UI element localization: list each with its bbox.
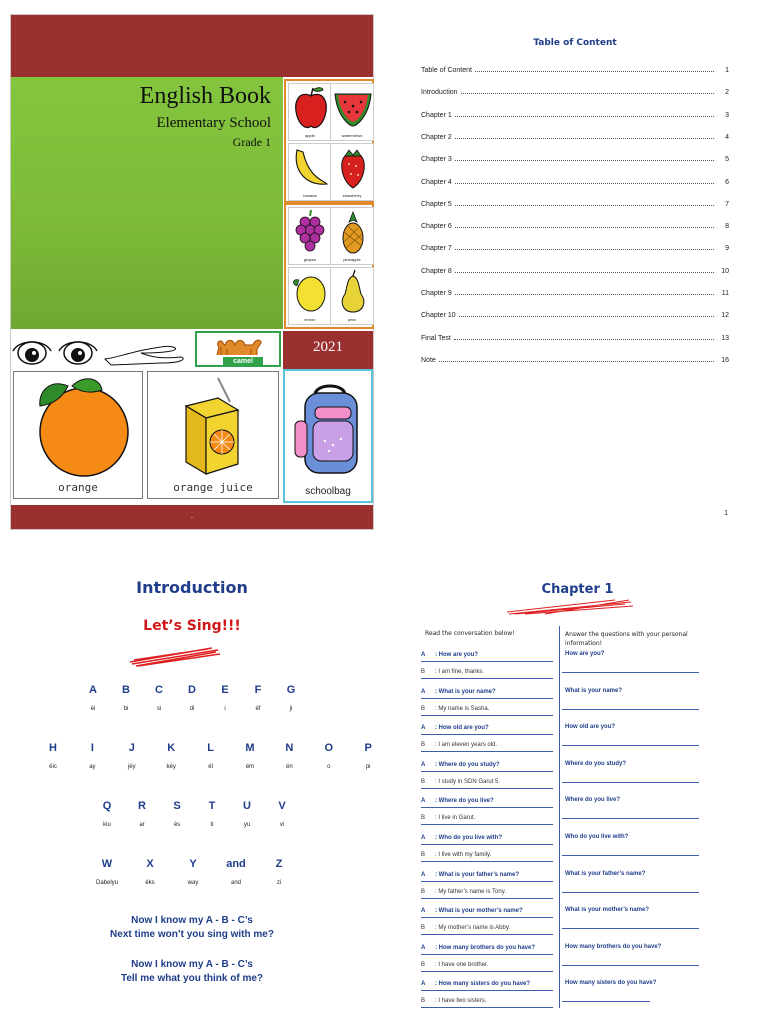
row-divider bbox=[421, 715, 553, 716]
toc-dot-leader bbox=[455, 205, 714, 206]
colon: : bbox=[435, 761, 437, 768]
alphabet-pronunciation: kiu bbox=[103, 822, 111, 828]
row-divider bbox=[421, 751, 553, 752]
answer-text: I study in SDN Garut 5. bbox=[438, 778, 501, 785]
answer-text: I have one brother. bbox=[438, 961, 489, 968]
apple-icon bbox=[289, 84, 333, 134]
row-divider bbox=[421, 917, 553, 918]
alphabet-pronunciation: ti bbox=[210, 822, 214, 828]
colon: : bbox=[435, 981, 437, 988]
toc-entry-name: Table of Content bbox=[421, 67, 472, 74]
right-instruction: Answer the questions with your personal information! bbox=[565, 631, 688, 647]
row-divider bbox=[421, 678, 553, 679]
alphabet-pronunciation: jéy bbox=[127, 764, 136, 770]
toc-dot-leader bbox=[455, 160, 714, 161]
dialog-line-a bbox=[421, 945, 535, 951]
alphabet-pronunciation: yu bbox=[243, 822, 251, 828]
schoolbag-card bbox=[283, 369, 373, 503]
colon: : bbox=[435, 742, 437, 749]
dialog-line-a bbox=[421, 872, 519, 878]
answer-text: My mother’s name is Abby. bbox=[438, 925, 511, 932]
question-text: How old are you? bbox=[438, 725, 489, 732]
speaker-a: A bbox=[421, 798, 426, 805]
answer-field[interactable] bbox=[562, 818, 699, 819]
card-caption: orange bbox=[58, 481, 98, 494]
row-divider bbox=[421, 698, 553, 699]
alphabet-letter: N bbox=[285, 742, 294, 754]
personal-question: How are you? bbox=[565, 651, 605, 657]
toc-row bbox=[421, 86, 729, 96]
toc-row bbox=[421, 220, 729, 230]
row-divider bbox=[421, 771, 553, 772]
speaker-a: A bbox=[421, 688, 426, 695]
toc-dot-leader bbox=[475, 71, 714, 72]
answer-text: My father’s name is Tony. bbox=[438, 888, 506, 895]
answer-text: My name is Sasha. bbox=[438, 705, 490, 712]
dialog-line-a bbox=[421, 835, 502, 841]
toc-row bbox=[421, 153, 729, 163]
page-number: 1 bbox=[724, 510, 728, 517]
alphabet-pronunciation: pi bbox=[365, 764, 371, 770]
row-divider bbox=[421, 971, 553, 972]
alphabet-pronunciation: and bbox=[230, 880, 241, 886]
dialog-line-b bbox=[421, 925, 510, 931]
eyes-hand-strip bbox=[11, 331, 193, 369]
speaker-b: B bbox=[421, 998, 426, 1005]
toc-entry-name: Introduction bbox=[421, 89, 458, 97]
toc-row bbox=[421, 109, 729, 119]
alphabet-letter: H bbox=[49, 742, 57, 754]
card-caption: orange juice bbox=[173, 481, 253, 494]
row-divider bbox=[421, 1007, 553, 1008]
eyes-icon bbox=[11, 331, 193, 369]
alphabet-pronunciation: di bbox=[189, 706, 195, 712]
orange-icon bbox=[28, 374, 138, 478]
dialog-line-b bbox=[421, 852, 491, 858]
alphabet-letter: R bbox=[138, 800, 146, 812]
toc-entry-page: 7 bbox=[725, 200, 729, 208]
alphabet-pronunciation: Dabelyu bbox=[95, 880, 118, 886]
toc-row bbox=[421, 131, 729, 141]
dialog-line-a bbox=[421, 652, 478, 658]
camel-area bbox=[193, 331, 283, 369]
personal-question: Where do you study? bbox=[565, 760, 627, 767]
fruit-label: apple bbox=[305, 133, 315, 138]
cover-year: 2021 bbox=[313, 339, 343, 355]
alphabet-letter: and bbox=[226, 858, 246, 870]
cover-title: English Book bbox=[139, 83, 271, 109]
speaker-a: A bbox=[421, 908, 426, 915]
row-divider bbox=[421, 824, 553, 825]
colon: : bbox=[435, 944, 437, 951]
alphabet-pronunciation: én bbox=[286, 764, 293, 770]
strawberry-picture bbox=[330, 143, 374, 201]
alphabet-letter: V bbox=[278, 800, 286, 812]
apple-picture bbox=[288, 83, 332, 141]
answer-field[interactable] bbox=[562, 965, 699, 966]
alphabet-letter: A bbox=[89, 684, 97, 696]
speaker-b: B bbox=[421, 669, 426, 675]
toc-row bbox=[421, 176, 729, 186]
alphabet-letter: O bbox=[324, 742, 334, 754]
alphabet-pronunciation: ji bbox=[289, 706, 293, 712]
question-text: How are you? bbox=[438, 652, 479, 658]
personal-question: How many brothers do you have? bbox=[565, 943, 662, 950]
speaker-a: A bbox=[421, 652, 426, 658]
speaker-a: A bbox=[421, 981, 426, 988]
toc-entry-page: 4 bbox=[725, 133, 729, 141]
lemon-picture bbox=[288, 267, 332, 325]
dialog-line-a bbox=[421, 762, 500, 768]
row-divider bbox=[421, 807, 553, 808]
lemon-icon bbox=[289, 268, 333, 318]
alphabet-letter: T bbox=[208, 800, 216, 812]
alphabet-letter: C bbox=[155, 684, 163, 696]
fruit-label: banana bbox=[303, 193, 317, 198]
chapter-1-page bbox=[395, 556, 760, 1024]
toc-entry-page: 11 bbox=[721, 290, 729, 297]
banana-icon bbox=[289, 144, 333, 194]
toc-entry-page: 6 bbox=[725, 178, 729, 186]
speaker-a: A bbox=[421, 725, 426, 732]
answer-field[interactable] bbox=[562, 928, 699, 929]
watermelon-picture bbox=[330, 83, 374, 141]
toc-title: Table of Content bbox=[533, 38, 617, 48]
fruit-label: lemon bbox=[304, 317, 316, 322]
orange-juice-icon bbox=[178, 376, 252, 480]
toc-entry-page: 16 bbox=[721, 356, 729, 364]
toc-dot-leader bbox=[455, 294, 714, 295]
alphabet-pronunciation: éf bbox=[255, 706, 261, 712]
alphabet-pronunciation: él bbox=[208, 764, 213, 770]
row-divider bbox=[421, 844, 553, 845]
toc-entry-page: 13 bbox=[721, 334, 729, 342]
alphabet-pronunciation: ém bbox=[245, 764, 255, 770]
colon: : bbox=[435, 888, 437, 895]
toc-entry-page: 2 bbox=[725, 89, 729, 97]
fruit-label: pear bbox=[347, 317, 356, 322]
orange-juice-card bbox=[147, 371, 279, 499]
row-divider bbox=[421, 881, 553, 882]
cover-top-band bbox=[11, 15, 373, 77]
toc-row bbox=[421, 64, 729, 74]
toc-entry-name: Chapter 9 bbox=[421, 290, 452, 297]
toc-entry-page: 5 bbox=[725, 156, 729, 164]
colon: : bbox=[435, 798, 437, 805]
toc-entry-name: Note bbox=[421, 356, 436, 364]
toc-entry-name: Chapter 7 bbox=[421, 245, 452, 253]
toc-row bbox=[421, 332, 729, 342]
chapter-title: Chapter 1 bbox=[541, 582, 614, 597]
dialog-line-a bbox=[421, 908, 523, 914]
toc-dot-leader bbox=[454, 339, 714, 340]
alphabet-letter: L bbox=[207, 742, 214, 754]
speaker-b: B bbox=[421, 815, 426, 822]
personal-question: What is your father’s name? bbox=[565, 870, 646, 877]
fruit-tile-bottom bbox=[284, 203, 374, 329]
alphabet-letter: W bbox=[101, 858, 113, 870]
toc-dot-leader bbox=[455, 227, 714, 228]
question-text: Where do you live? bbox=[438, 798, 494, 805]
speaker-b: B bbox=[421, 852, 426, 858]
dialog-line-b bbox=[421, 779, 500, 785]
toc-entry-name: Chapter 10 bbox=[421, 312, 456, 320]
dialog-line-a bbox=[421, 725, 489, 731]
toc-dot-leader bbox=[459, 316, 714, 317]
introduction-page bbox=[10, 556, 374, 1024]
cover-page bbox=[10, 14, 374, 530]
personal-question: How many sisters do you have? bbox=[565, 980, 657, 987]
dialog-line-b bbox=[421, 889, 506, 895]
row-divider bbox=[421, 934, 553, 935]
toc-dot-leader bbox=[455, 116, 714, 117]
fruit-label: watermelon bbox=[341, 133, 363, 138]
dialog-line-b bbox=[421, 742, 497, 748]
colon: : bbox=[435, 705, 437, 712]
answer-text: I live in Garut. bbox=[438, 815, 476, 822]
speaker-b: B bbox=[421, 778, 426, 785]
row-divider bbox=[421, 734, 553, 735]
speaker-a: A bbox=[421, 761, 426, 768]
toc-row bbox=[421, 354, 729, 364]
grapes-icon bbox=[289, 208, 333, 258]
alphabet-letter: F bbox=[254, 684, 262, 696]
alphabet-letter: J bbox=[128, 742, 135, 754]
toc-dot-leader bbox=[439, 361, 714, 362]
answer-field[interactable] bbox=[562, 672, 699, 673]
alphabet-letter: Q bbox=[102, 800, 112, 812]
alphabet-pronunciation: kéy bbox=[166, 764, 176, 770]
column-divider bbox=[559, 626, 560, 1008]
colon: : bbox=[435, 908, 437, 915]
dialog-line-b bbox=[421, 962, 488, 968]
toc-entry-page: 12 bbox=[721, 312, 729, 320]
footer-dot: . bbox=[190, 511, 194, 520]
camel-picture bbox=[195, 331, 281, 367]
toc-entry-name: Chapter 5 bbox=[421, 200, 452, 208]
speaker-a: A bbox=[421, 835, 426, 841]
colon: : bbox=[435, 871, 437, 878]
toc-dot-leader bbox=[455, 183, 714, 184]
alphabet-letter: Y bbox=[189, 858, 197, 870]
pineapple-icon bbox=[331, 208, 375, 258]
speaker-b: B bbox=[421, 705, 426, 712]
answer-field[interactable] bbox=[562, 892, 699, 893]
lyric-line: Next time won’t you sing with me? bbox=[110, 929, 274, 940]
dialog-line-b bbox=[421, 815, 475, 821]
colon: : bbox=[435, 961, 437, 968]
alphabet-letter: D bbox=[188, 684, 196, 696]
toc-entry-page: 3 bbox=[725, 111, 729, 119]
table-of-content-page bbox=[395, 14, 755, 530]
speaker-a: A bbox=[421, 944, 426, 951]
alphabet-letter: G bbox=[286, 684, 296, 696]
dialog-line-b bbox=[421, 669, 484, 675]
banana-picture bbox=[288, 143, 332, 201]
question-text: How many sisters do you have? bbox=[438, 981, 531, 988]
question-text: Who do you live with? bbox=[438, 835, 502, 841]
question-text: What is your name? bbox=[438, 688, 496, 695]
cover-green-panel bbox=[11, 77, 283, 329]
question-text: Where do you study? bbox=[438, 761, 500, 768]
toc-entry-page: 10 bbox=[721, 267, 729, 275]
alphabet-letter: S bbox=[173, 800, 181, 812]
personal-question: What is your name? bbox=[565, 687, 623, 694]
question-text: How many brothers do you have? bbox=[438, 944, 536, 951]
personal-question: What is your mother’s name? bbox=[565, 907, 650, 914]
colon: : bbox=[435, 778, 437, 785]
alphabet-pronunciation: és bbox=[173, 822, 181, 828]
answer-field[interactable] bbox=[562, 855, 699, 856]
grapes-picture bbox=[288, 207, 332, 265]
colon: : bbox=[435, 669, 437, 675]
alphabet-pronunciation: o bbox=[327, 764, 331, 770]
alphabet-pronunciation: éks bbox=[145, 880, 155, 886]
toc-dot-leader bbox=[455, 272, 714, 273]
answer-text: I am eleven years old. bbox=[438, 742, 498, 749]
answer-text: I live with my family. bbox=[438, 852, 492, 858]
colon: : bbox=[435, 815, 437, 822]
camel-icon bbox=[213, 335, 265, 357]
answer-field[interactable] bbox=[562, 1001, 650, 1002]
pear-picture bbox=[330, 267, 374, 325]
alphabet-letter: U bbox=[243, 800, 251, 812]
row-divider bbox=[421, 898, 553, 899]
cover-subtitle: Elementary School bbox=[156, 115, 271, 131]
colon: : bbox=[435, 725, 437, 732]
fruit-tile-top bbox=[284, 79, 374, 203]
alphabet-letter: M bbox=[245, 742, 255, 754]
lyric-line: Now I know my A - B - C’s bbox=[131, 915, 253, 926]
fruit-label: pineapple bbox=[343, 257, 361, 262]
speaker-b: B bbox=[421, 888, 426, 895]
personal-question: Who do you live with? bbox=[565, 834, 629, 840]
fruit-label: grapes bbox=[303, 257, 317, 262]
alphabet-pronunciation: way bbox=[187, 880, 199, 886]
toc-row bbox=[421, 198, 729, 208]
alphabet-pronunciation: ay bbox=[89, 764, 96, 770]
left-instruction: Read the conversation below! bbox=[425, 630, 515, 637]
toc-entry-page: 9 bbox=[725, 245, 729, 253]
cover-grade: Grade 1 bbox=[232, 135, 271, 149]
toc-row bbox=[421, 242, 729, 252]
dialog-line-a bbox=[421, 981, 530, 987]
speaker-a: A bbox=[421, 871, 426, 878]
alphabet-letter: Z bbox=[275, 858, 283, 870]
red-scribble-icon bbox=[505, 598, 635, 616]
speaker-b: B bbox=[421, 961, 426, 968]
question-text: What is your father’s name? bbox=[438, 871, 520, 878]
card-caption: schoolbag bbox=[305, 486, 351, 497]
answer-field[interactable] bbox=[562, 709, 699, 710]
row-divider bbox=[421, 954, 553, 955]
alphabet-letter: I bbox=[90, 742, 94, 754]
toc-row bbox=[421, 309, 729, 319]
row-divider bbox=[421, 861, 553, 862]
alphabet-pronunciation: vi bbox=[279, 822, 285, 828]
intro-title: Introduction bbox=[136, 578, 248, 597]
speaker-b: B bbox=[421, 925, 426, 932]
alphabet-pronunciation: ar bbox=[139, 822, 145, 828]
toc-entry-name: Chapter 3 bbox=[421, 156, 452, 164]
pineapple-picture bbox=[330, 207, 374, 265]
red-scribble-icon bbox=[128, 646, 222, 668]
dialog-line-a bbox=[421, 798, 494, 804]
orange-card bbox=[13, 371, 143, 499]
toc-entry-name: Chapter 8 bbox=[421, 267, 452, 275]
row-divider bbox=[421, 990, 553, 991]
answer-field[interactable] bbox=[562, 782, 699, 783]
alphabet-pronunciation: éi bbox=[90, 706, 96, 712]
alphabet-letter: P bbox=[364, 742, 372, 754]
answer-text: I have two sisters. bbox=[438, 998, 487, 1005]
toc-entry-name: Final Test bbox=[421, 334, 451, 342]
toc-entry-name: Chapter 6 bbox=[421, 223, 452, 231]
strawberry-icon bbox=[331, 144, 375, 194]
alphabet-pronunciation: éic bbox=[49, 764, 57, 770]
toc-entry-page: 1 bbox=[725, 67, 729, 74]
alphabet-pronunciation: bi bbox=[123, 706, 129, 712]
answer-field[interactable] bbox=[562, 745, 699, 746]
toc-entry-page: 8 bbox=[725, 223, 729, 231]
dialog-line-b bbox=[421, 998, 486, 1004]
colon: : bbox=[435, 998, 437, 1005]
watermelon-icon bbox=[331, 84, 375, 134]
alphabet-letter: X bbox=[146, 858, 154, 870]
answer-text: I am fine, thanks. bbox=[438, 669, 485, 675]
alphabet-letter: K bbox=[167, 742, 176, 754]
personal-question: Where do you live? bbox=[565, 797, 621, 804]
intro-subtitle: Let’s Sing!!! bbox=[143, 618, 241, 634]
fruit-label: strawberry bbox=[342, 193, 362, 198]
personal-question: How old are you? bbox=[565, 724, 616, 731]
toc-entry-name: Chapter 4 bbox=[421, 178, 452, 186]
alphabet-pronunciation: zi bbox=[276, 880, 282, 886]
year-box bbox=[283, 331, 373, 369]
toc-dot-leader bbox=[455, 138, 714, 139]
alphabet-pronunciation: si bbox=[156, 706, 162, 712]
row-divider bbox=[421, 661, 553, 662]
colon: : bbox=[435, 925, 437, 932]
question-text: What is your mother’s name? bbox=[438, 908, 523, 915]
cover-bottom-band bbox=[11, 505, 373, 529]
toc-row bbox=[421, 265, 729, 275]
row-divider bbox=[421, 788, 553, 789]
schoolbag-icon bbox=[291, 381, 369, 479]
lyric-line: Tell me what you think of me? bbox=[120, 973, 264, 984]
alphabet-pronunciation: i bbox=[224, 706, 226, 712]
toc-dot-leader bbox=[455, 249, 714, 250]
dialog-line-b bbox=[421, 706, 489, 712]
toc-row bbox=[421, 287, 729, 297]
colon: : bbox=[435, 652, 437, 658]
alphabet-letter: E bbox=[221, 684, 229, 696]
alphabet-letter: B bbox=[122, 684, 130, 696]
colon: : bbox=[435, 835, 437, 841]
toc-entry-name: Chapter 2 bbox=[421, 133, 452, 141]
colon: : bbox=[435, 852, 437, 858]
toc-entry-name: Chapter 1 bbox=[421, 111, 452, 119]
camel-label: camel bbox=[223, 357, 263, 366]
toc-dot-leader bbox=[461, 93, 714, 94]
pear-icon bbox=[331, 268, 375, 318]
speaker-b: B bbox=[421, 742, 426, 749]
lyric-line: Now I know my A - B - C’s bbox=[131, 959, 253, 970]
colon: : bbox=[435, 688, 437, 695]
dialog-line-a bbox=[421, 689, 496, 695]
